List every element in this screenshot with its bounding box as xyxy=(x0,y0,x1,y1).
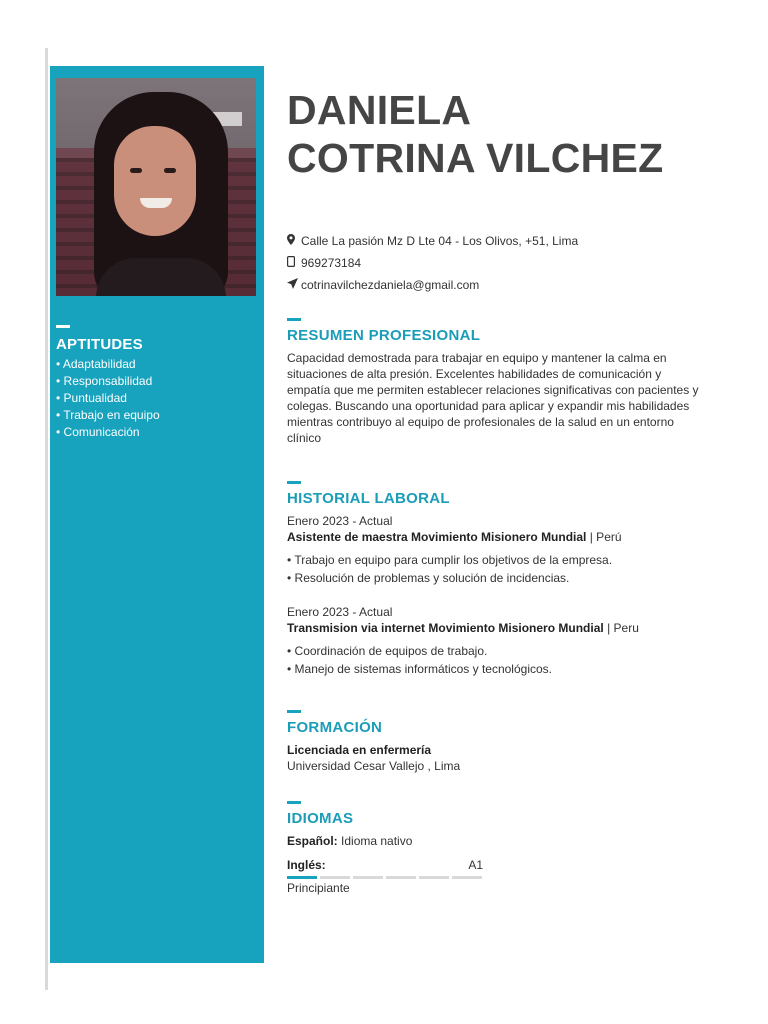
section-dash xyxy=(287,318,301,321)
last-name: COTRINA VILCHEZ xyxy=(287,135,664,181)
job-country: | Perú xyxy=(589,530,622,544)
language-level-text: Principiante xyxy=(287,881,350,895)
degree: Licenciada en enfermería xyxy=(287,743,432,757)
level-segment xyxy=(452,876,482,879)
email-link[interactable]: cotrinavilchezdaniela@gmail.com xyxy=(301,278,480,292)
job-entry xyxy=(287,604,707,678)
education-entry xyxy=(287,742,707,774)
job-date: Enero 2023 - Actual xyxy=(287,514,393,528)
language-label: Español: xyxy=(287,834,338,848)
section-dash xyxy=(287,481,301,484)
languages-section xyxy=(287,801,707,896)
job-bullet: • Manejo de sistemas informáticos y tecnológicos. xyxy=(287,660,707,678)
work-history-heading: HISTORIAL LABORAL xyxy=(287,490,450,507)
job-entry xyxy=(287,513,707,587)
job-title-line xyxy=(287,620,707,636)
language-level-bar xyxy=(287,876,483,879)
work-history-section xyxy=(287,481,707,678)
job-country: | Peru xyxy=(607,621,639,635)
level-segment xyxy=(419,876,449,879)
phone-row xyxy=(287,252,727,274)
job-bullets xyxy=(287,642,707,678)
page-edge xyxy=(45,48,48,990)
job-bullets xyxy=(287,551,707,587)
level-segment xyxy=(353,876,383,879)
job-title: Asistente de maestra Movimiento Misionero Mundial xyxy=(287,530,587,544)
contact-info xyxy=(287,230,727,296)
level-segment xyxy=(287,876,317,879)
address-text: Calle La pasión Mz D Lte 04 - Los Olivos, +51, Lima xyxy=(301,234,579,248)
job-date: Enero 2023 - Actual xyxy=(287,605,393,619)
skills-list xyxy=(56,356,160,441)
email-row xyxy=(287,274,727,296)
skill-item: • Comunicación xyxy=(56,424,160,441)
education-section xyxy=(287,710,707,774)
school: Universidad Cesar Vallejo , Lima xyxy=(287,759,461,773)
phone-icon xyxy=(287,256,301,270)
language-level-code: A1 xyxy=(468,858,483,872)
job-bullet: • Coordinación de equipos de trabajo. xyxy=(287,642,707,660)
sidebar xyxy=(50,66,264,963)
job-title: Transmision via internet Movimiento Misionero Mundial xyxy=(287,621,604,635)
summary-heading: RESUMEN PROFESIONAL xyxy=(287,327,481,344)
skill-item: • Trabajo en equipo xyxy=(56,407,160,424)
languages-heading: IDIOMAS xyxy=(287,810,354,827)
language-label: Inglés: xyxy=(287,858,326,872)
send-icon xyxy=(287,278,301,292)
profile-photo xyxy=(56,78,256,296)
level-segment xyxy=(386,876,416,879)
language-entry xyxy=(287,833,707,849)
first-name: DANIELA xyxy=(287,87,472,133)
skills-heading: APTITUDES xyxy=(56,336,143,353)
language-entry xyxy=(287,857,483,896)
skill-item: • Responsabilidad xyxy=(56,373,160,390)
skill-item: • Adaptabilidad xyxy=(56,356,160,373)
section-dash xyxy=(56,325,70,328)
full-name xyxy=(287,86,727,182)
header xyxy=(287,86,727,296)
section-dash xyxy=(287,801,301,804)
skill-item: • Puntualidad xyxy=(56,390,160,407)
summary-text: Capacidad demostrada para trabajar en equipo y mantener la calma en situaciones de alta presión. Excelentes habilidades de comunicación y empatía que me permiten establecer relaciones significativas con pacientes y colegas. Buscando una oportunidad para aplicar y expandir mis habilidades mientras contribuyo al equipo de profesionales de la salud en un entorno clínico xyxy=(287,351,699,445)
address-row xyxy=(287,230,727,252)
job-bullet: • Trabajo en equipo para cumplir los objetivos de la empresa. xyxy=(287,551,707,569)
skills-section xyxy=(56,325,160,441)
section-dash xyxy=(287,710,301,713)
education-heading: FORMACIÓN xyxy=(287,719,383,736)
summary-section xyxy=(287,318,707,446)
language-level: Idioma nativo xyxy=(341,834,413,848)
job-bullet: • Resolución de problemas y solución de incidencias. xyxy=(287,569,707,587)
job-title-line xyxy=(287,529,707,545)
location-pin-icon xyxy=(287,234,301,248)
level-segment xyxy=(320,876,350,879)
phone-text: 969273184 xyxy=(301,256,362,270)
